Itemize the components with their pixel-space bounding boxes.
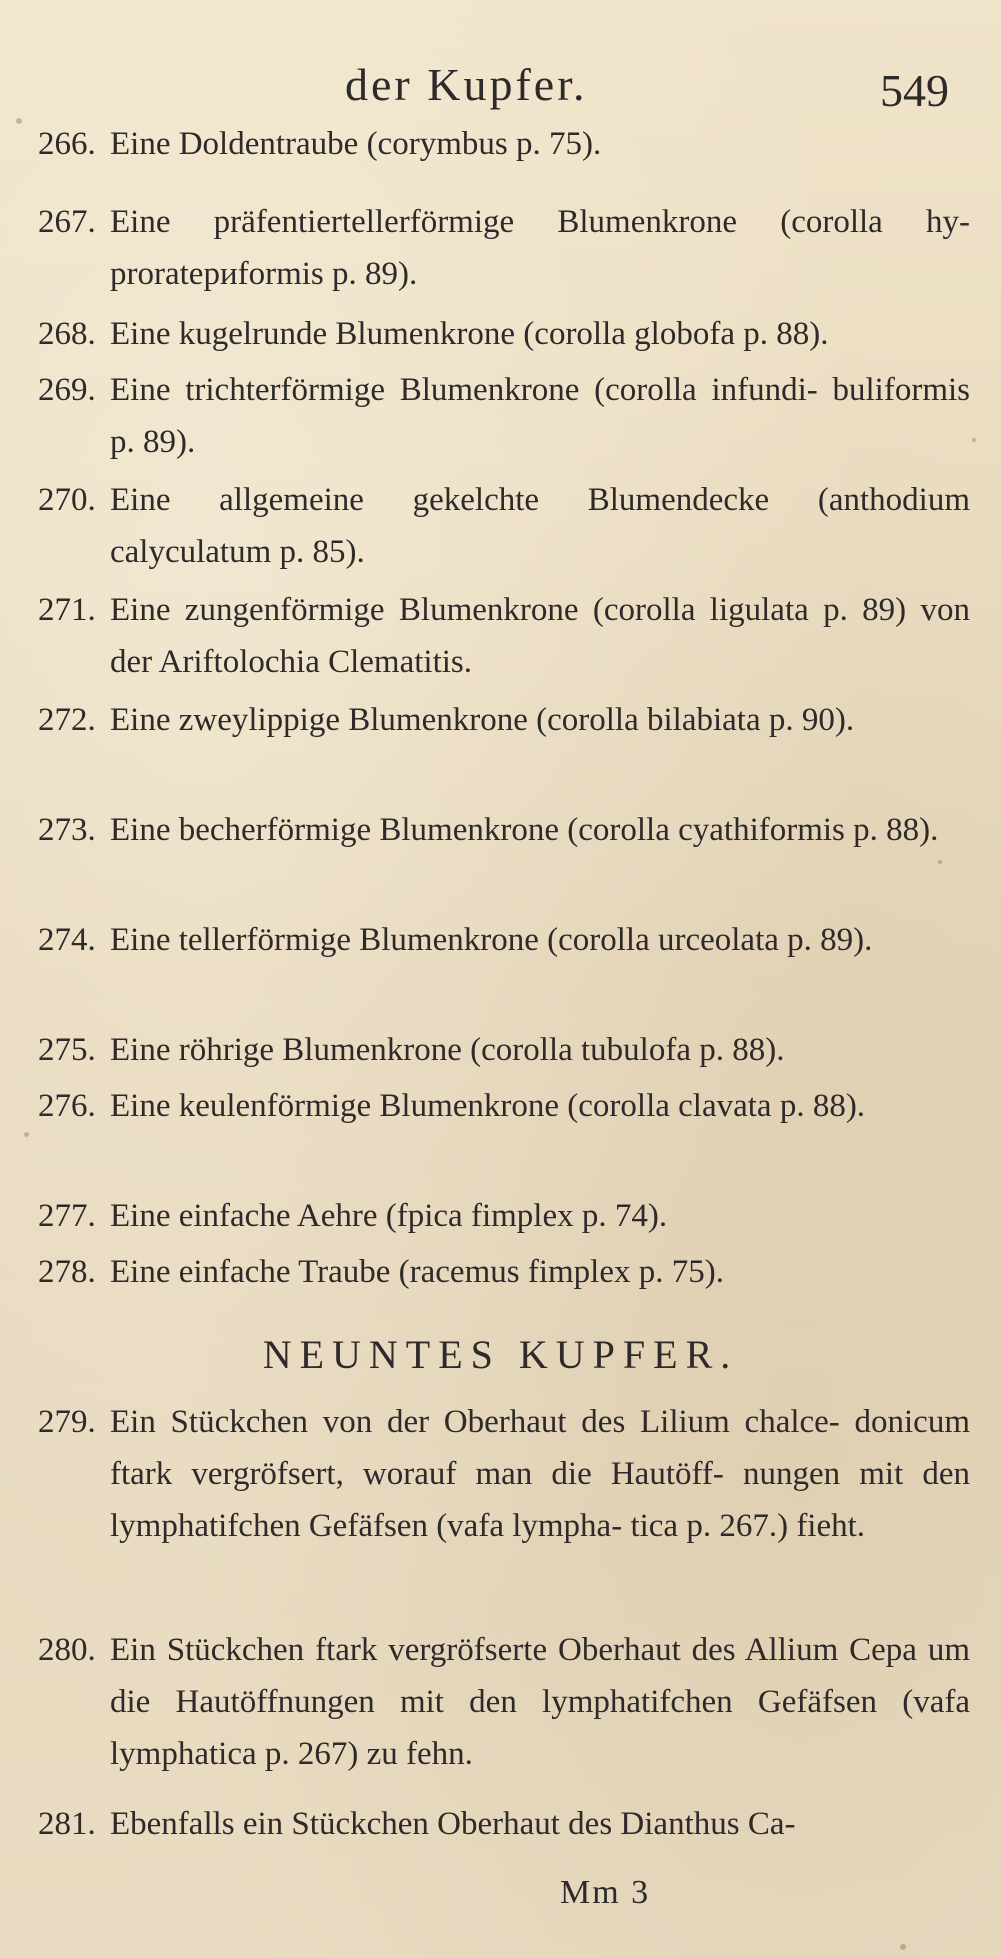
paper-speck bbox=[900, 1944, 906, 1950]
entry-text: Ein Stückchen von der Oberhaut des Lilium chalce- donicum ftark vergröfsert, worauf man die Hautöff- nungen mit den lymphatifchen Gefäfsen (vafa lympha- tica p. 267.) fieht. bbox=[110, 1404, 970, 1544]
entry-number: 276. bbox=[38, 1088, 96, 1124]
signature-mark: Mm 3 bbox=[560, 1874, 651, 1911]
entry-text: Eine kugelrunde Blumenkrone (corolla globofa p. 88). bbox=[110, 316, 829, 352]
entry-text: Eine einfache Aehre (fpica fimplex p. 74). bbox=[110, 1198, 668, 1234]
entry-number: 273. bbox=[38, 812, 96, 848]
page-header bbox=[0, 50, 1001, 120]
paper-speck bbox=[24, 1132, 29, 1137]
entry-number: 281. bbox=[38, 1806, 96, 1842]
page-number: 549 bbox=[880, 65, 949, 116]
entry-number: 269. bbox=[38, 372, 96, 408]
paper-speck bbox=[938, 860, 942, 864]
running-head: der Kupfer. bbox=[345, 59, 588, 110]
entry-number: 278. bbox=[38, 1254, 96, 1290]
entry-text: Eine keulenförmige Blumenkrone (corolla clavata p. 88). bbox=[110, 1088, 866, 1124]
entry-text: Eine röhrige Blumenkrone (corolla tubulofa p. 88). bbox=[110, 1032, 785, 1068]
paper-speck bbox=[972, 438, 976, 442]
entry-text: Eine zweylippige Blumenkrone (corolla bilabiata p. 90). bbox=[110, 702, 855, 738]
entry-number: 268. bbox=[38, 316, 96, 352]
entry-text: Ebenfalls ein Stückchen Oberhaut des Dianthus Ca- bbox=[110, 1806, 796, 1842]
entry-text: Eine becherförmige Blumenkrone (corolla cyathiformis p. 88). bbox=[110, 812, 939, 848]
entry-text: Eine tellerförmige Blumenkrone (corolla urceolata p. 89). bbox=[110, 922, 873, 958]
entry-number: 272. bbox=[38, 702, 96, 738]
section-heading: NEUNTES KUPFER. bbox=[262, 1332, 739, 1377]
entry-number: 267. bbox=[38, 204, 96, 240]
entry-text: Eine präfentiertellerförmige Blumenkrone (corolla hy- proratериformis p. 89). bbox=[110, 204, 970, 292]
entry-text: Eine trichterförmige Blumenkrone (corolla infundi- buliformis p. 89). bbox=[110, 372, 970, 460]
entry-text: Eine allgemeine gekelchte Blumendecke (anthodium calyculatum p. 85). bbox=[110, 482, 970, 570]
entry-text: Ein Stückchen ftark vergröfserte Oberhaut des Allium Cepa um die Hautöffnungen mit den lymphatifchen Gefäfsen (vafa lymphatica p. 267) zu fehn. bbox=[110, 1632, 970, 1772]
entry-number: 274. bbox=[38, 922, 96, 958]
entry-number: 270. bbox=[38, 482, 96, 518]
entry-text: Eine zungenförmige Blumenkrone (corolla ligulata p. 89) von der Ariftolochia Clematitis. bbox=[110, 592, 970, 680]
entry-number: 271. bbox=[38, 592, 96, 628]
entry-number: 280. bbox=[38, 1632, 96, 1668]
entry-number: 277. bbox=[38, 1198, 96, 1234]
entry-text: Eine einfache Traube (racemus fimplex p. 75). bbox=[110, 1254, 724, 1290]
paper-speck bbox=[16, 118, 22, 124]
entry-number: 266. bbox=[38, 126, 96, 162]
entry-number: 275. bbox=[38, 1032, 96, 1068]
entry-text: Eine Doldentraube (corymbus p. 75). bbox=[110, 126, 602, 162]
entry-number: 279. bbox=[38, 1404, 96, 1440]
